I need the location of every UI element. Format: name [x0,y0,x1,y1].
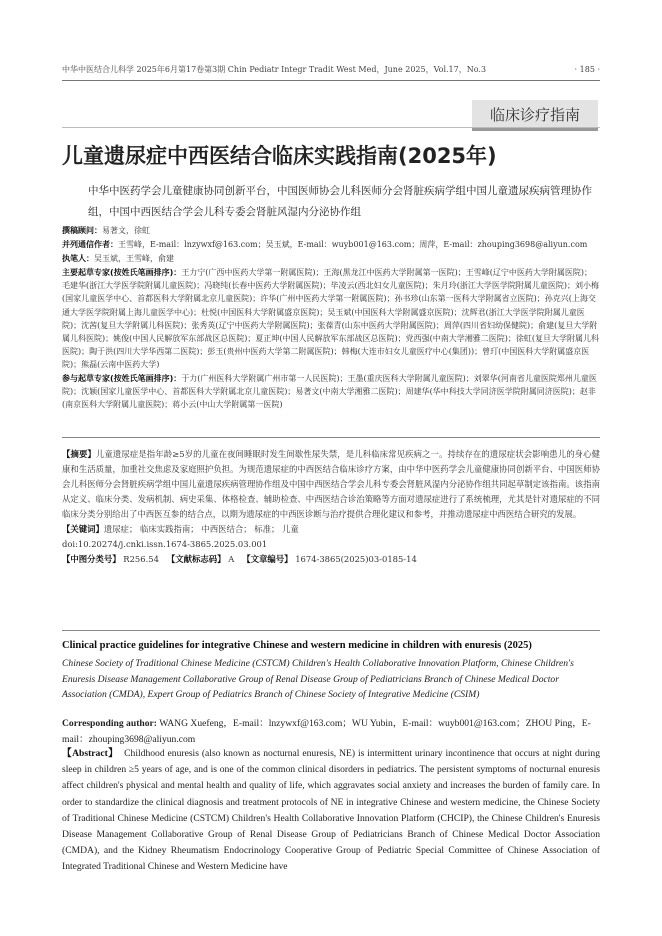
main-drafters-text: 王力宁(广西中医药大学第一附属医院)；王海(黑龙江中医药大学附属第一医院)；王雪峰(辽宁中医药大学附属医院)；毛建华(浙江大学医学院附属儿童医院)；冯晓纯(长春中医药大学附属医院)；毕凌云(西北妇女儿童医院)；朱月玲(浙江大学医学院附属儿童医院)；刘小梅(国家儿童医学中心、首都医科大学附属北京儿童医院)；许华(广州中医药大学第一附属医院)；孙书珍(山东第一医科大学附属省立医院)；孙克兴(上海交通大学医学院附属上海儿童医学中心)；杜悦(中国医科大学附属盛京医院)；吴玉斌(中国医科大学附属盛京医院)；沈辉君(浙江大学医学院附属儿童医院)；沈茜(复旦大学附属儿科医院)；张秀英(辽宁中医药大学附属医院)；张葆青(山东中医药大学附属医院)；周萍(四川省妇幼保健院)；俞建(复旦大学附属儿科医院)；姚俊(中国人民解放军东部战区总医院)；夏正坤(中国人民解放军东部战区总医院)；党西强(中南大学湘雅二医院)；徐虹(复旦大学附属儿科医院)；陶于洪(四川大学华西第二医院)；彭玉(贵州中医药大学第二附属医院)；韩梅(大连市妇女儿童医疗中心(集团))；曾玎(中国医科大学附属盛京医院)；熊磊(云南中医药大学) [62,268,599,370]
cn-abstract-text: 儿童遗尿症是指年龄≥5岁的儿童在夜间睡眠时发生间歇性尿失禁，是儿科临床常见疾病之一。持续存在的遗尿症状会影响患儿的身心健康和生活质量，加重社交焦虑及家庭照护负担。为规范遗尿症的中西医结合临床诊疗方案，由中华中医药学会儿童健康协同创新平台、中国医师协会儿科医师分会肾脏疾病学组中国儿童遗尿疾病管理协作组及中国中西医结合学会儿科专委会肾脏风湿内分泌协作组共同起草制定该指南。该指南从定义、临床分类、发病机制、病史采集、体格检查、辅助检查、中西医结合诊治策略等方面对遗尿症进行了系统梳理，尤其是针对遗尿症的不同临床分类分别给出了中西医互参的结合点，以期为遗尿症的中西医诊断与治疗提供合理化建议和参考，并推动遗尿症中西医结合研究的发展。 [62,449,601,519]
cn-keywords [62,522,600,537]
corresponding-label: 并列通信作者： [62,240,118,249]
advisors-line [62,224,600,237]
abstract-divider-bottom [62,630,600,631]
participants [62,372,600,412]
en-abstract-label: 【Abstract】 [62,748,119,759]
journal-citation: 中华中医结合儿科学 2025年6月第17卷第3期 Chin Pediatr Integr Tradit West Med，June 2025，Vol.17，No.3 [62,64,487,74]
participants-label: 参与起草专家(按姓氏笔画排序)： [62,374,182,383]
en-abstract-text: Childhood enuresis (also known as nocturnal enuresis, NE) is intermittent urinary incontinence that occurs at night during sleep in children ≥5 years of age, and is one of the common clinical disorders in pediatrics. The persistent symptoms of nocturnal enuresis affect children's physical and mental health and quality of life, which aggravates social anxiety and increases the burden of family care. In order to standardize the clinical diagnosis and treatment protocols of NE in integrative Chinese and western medicine, the Chinese Society of Traditional Chinese Medicine (CSTCM) Children's Health Collaborative Innovation Platform (CHCIP), the Chinese Children's Enuresis Disease Management Collaborative Group of Renal Disease Group of Pediatricians Branch of Chinese Medical Doctor Association (CMDA), and the Kidney Rheumatism Endocrinology Cooperative Group of Pediatric Special Committee of Chinese Association of Integrated Traditional Chinese and Western Medicine have [62,748,601,873]
header-divider [62,80,600,81]
cn-keywords-label: 【关键词】 [62,524,104,534]
english-title: Clinical practice guidelines for integrative Chinese and western medicine in children with enuresis (2025) [62,640,532,651]
doc-code-label: 【文献标志码】 [166,554,226,564]
writers-text: 吴玉斌，王雪峰，俞建 [94,254,174,263]
writers-line [62,252,600,265]
cn-abstract-label: 【摘要】 [62,449,96,459]
main-drafters [62,266,600,372]
writers-label: 执笔人： [62,254,94,263]
english-organizations: Chinese Society of Traditional Chinese Medicine (CSTCM) Children's Health Collaborative Innovation Platform, Chinese Children's Enuresis Disease Management Collaborative Group of Renal Disease Group of Pediatricians Branch of Chinese Medical Doctor Association (CMDA), Expert Group of Pediatrics Branch of Chinese Society of Integrative Medicine (CSIM) [62,658,574,700]
doc-code-value: A [228,554,235,564]
english-abstract [62,746,600,876]
doi: doi:10.20274/j.cnki.issn.1674-3865.2025.03.001 [62,539,268,549]
advisors-label: 撰稿顾问： [62,226,102,235]
page-number: · 185 · [574,64,600,74]
clc-value: R256.54 [123,554,159,564]
en-corresponding-label: Corresponding author: [62,718,157,729]
classification-line [62,552,600,567]
banner-divider [62,127,600,128]
article-no-value: 1674-3865(2025)03-0185-14 [295,554,417,564]
english-corresponding [62,716,600,747]
article-title: 儿童遗尿症中西医结合临床实践指南(2025年) [62,144,497,168]
cn-keywords-text: 遗尿症； 临床实践指南； 中西医结合； 标准； 儿童 [103,524,299,534]
section-banner: 临床诊疗指南 [472,100,598,131]
advisors-text: 易著文，徐虹 [102,226,150,235]
corresponding-text: 王雪峰，E-mail：lnzywxf@163.com；吴玉斌，E-mail：wuyb001@163.com；周萍，E-mail：zhouping3698@aliyun.com [118,240,588,249]
clc-label: 【中图分类号】 [62,554,121,564]
abstract-divider-top [62,437,600,438]
cn-abstract [62,447,600,522]
author-groups: 中华中医药学会儿童健康协同创新平台，中国医师协会儿科医师分会肾脏疾病学组中国儿童遗尿疾病管理协作组，中国中西医结合学会儿科专委会肾脏风湿内分泌协作组 [88,185,592,218]
chinese-abstract-block [62,447,600,567]
participants-text: 于力(广州医科大学附属广州市第一人民医院)；王墨(重庆医科大学附属儿童医院)；刘翠华(河南省儿童医院郑州儿童医院)；沈颖(国家儿童医学中心、首都医科大学附属北京儿童医院)；易著文(中南大学湘雅二医院)；周建华(华中科技大学同济医学院附属同济医院)；赵非(南京医科大学附属儿童医院)；蒋小云(中山大学附属第一医院) [62,374,597,410]
article-no-label: 【文章编号】 [242,554,293,564]
corresponding-line [62,238,600,251]
en-corresponding-text: WANG Xuefeng，E-mail：lnzywxf@163.com；WU Yubin，E-mail：wuyb001@163.com；ZHOU Ping，E-mail：zhouping3698@aliyun.com [62,718,591,745]
main-drafters-label: 主要起草专家(按姓氏笔画排序)： [62,268,182,277]
running-header [62,62,600,76]
